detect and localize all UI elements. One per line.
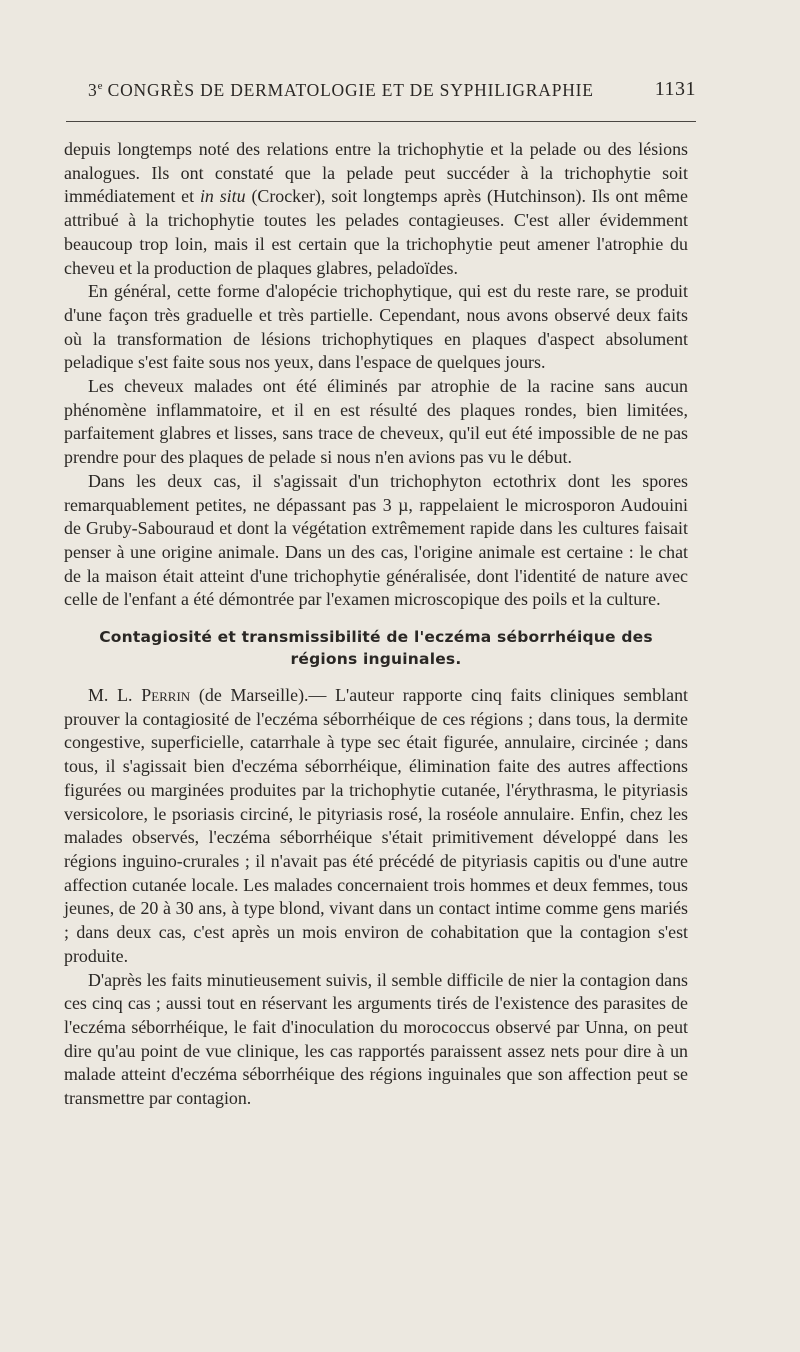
- paragraph-3: Les cheveux malades ont été éliminés par atrophie de la racine sans aucun phénomène inflammatoire, et il en est résulté des plaques rondes, bien limitées, parfaitement glabres et lisses, sans trace de cheveux, qu'il eut été impossible de ne pas prendre pour des plaques de pelade si nous n'en avions pas vu le début.: [64, 376, 688, 468]
- body-text: [64, 138, 688, 1111]
- section-heading: Contagiosité et transmissibilité de l'eczéma séborrhéique des régions inguinales.: [99, 628, 653, 669]
- section-paragraph-1: M. L. Perrin (de Marseille).— L'auteur rapporte cinq faits cliniques semblant prouver la contagiosité de l'eczéma séborrhéique de ces régions ; dans tous, la dermite congestive, superficielle, catarrhale à type sec était figurée, annulaire, circinée ; dans tous, il s'agissait bien d'eczéma séborrhéique, élimination faite des autres affections figurées ou marginées produites par la trichophytie cutanée, l'érythrasma, le pityriasis versicolore, le psoriasis circiné, le pityriasis rosé, la roséole annulaire. Enfin, chez les malades observés, l'eczéma séborrhéique s'était primitivement développé dans les régions inguino-crurales ; il n'avait pas été précédé de pityriasis capitis ou d'une autre affection cutanée locale. Les malades concernaient trois hommes et deux femmes, tous jeunes, de 20 à 30 ans, à type blond, vivant dans un contact intime comme gens mariés ; dans deux cas, c'est après un mois environ de cohabitation que la contagion s'est produite.: [64, 685, 688, 966]
- paragraph-4: Dans les deux cas, il s'agissait d'un trichophyton ectothrix dont les spores remarquablement petites, ne dépassant pas 3 µ, rappelaient le microsporon Audouini de Gruby-Sabouraud et dont la végétation extrêmement rapide dans les cultures faisait penser à une origine animale. Dans un des cas, l'origine animale est certaine : le chat de la maison était atteint d'une trichophytie généralisée, dont l'identité de nature avec celle de l'enfant a été démontrée par l'examen microscopique des poils et la culture.: [64, 470, 688, 610]
- header-rule: [66, 121, 696, 122]
- section-paragraph-2: D'après les faits minutieusement suivis, il semble difficile de nier la contagion dans ces cinq cas ; aussi tout en réservant les arguments tirés de l'existence des parasites de l'eczéma séborrhéique, le fait d'inoculation du morococcus observé par Unna, on peut dire qu'au point de vue clinique, les cas rapportés paraissent assez nets pour dire à un malade atteint d'eczéma séborrhéique des régions inguinales que son affection peut se transmettre par contagion.: [64, 969, 688, 1109]
- italic-term: in situ: [199, 186, 246, 207]
- congress-number: 3: [88, 80, 98, 100]
- paragraph-1: depuis longtemps noté des relations entre la trichophytie et la pelade ou des lésions analogues. Ils ont constaté que la pelade peut succéder à la trichophytie soit immédiatement et in situ (Crocker), soit longtemps après (Hutchinson). Ils ont même attribué à la trichophytie toutes les pelades contagieuses. C'est aller évidemment beaucoup trop loin, mais il est certain que la trichophytie peut amener l'atrophie du cheveu et la production de plaques glabres, peladoïdes.: [64, 139, 688, 278]
- paragraph-2: En général, cette forme d'alopécie trichophytique, qui est du reste rare, se produit d'une façon très graduelle et très partielle. Cependant, nous avons observé deux faits où la transformation de lésions trichophytiques en plaques d'aspect absolument peladique s'est faite sous nos yeux, dans l'espace de quelques jours.: [64, 281, 688, 373]
- author-name: Perrin: [141, 685, 191, 706]
- ordinal-suffix: e: [97, 80, 103, 93]
- running-header: [88, 80, 696, 101]
- running-title: CONGRÈS DE DERMATOLOGIE ET DE SYPHILIGRAPHIE: [107, 80, 594, 100]
- page-number: 1131: [654, 78, 696, 100]
